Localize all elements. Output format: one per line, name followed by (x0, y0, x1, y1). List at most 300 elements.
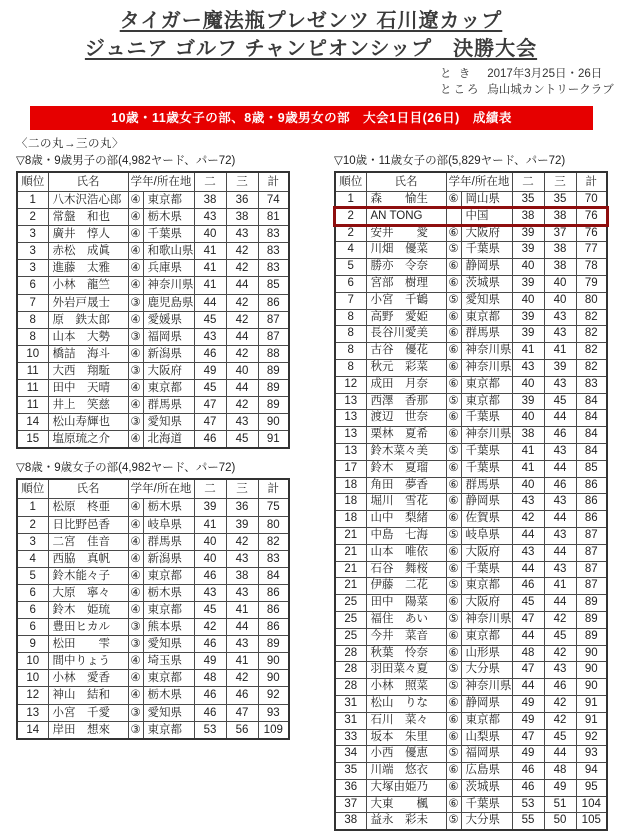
event-meta (440, 66, 614, 98)
round3-score-cell: 45 (226, 431, 258, 449)
rank-cell: 8 (17, 328, 48, 345)
rank-cell: 21 (335, 544, 366, 561)
page-title-line1: タイガー魔法瓶プレゼンツ 石川遼カップ (119, 10, 503, 32)
prefecture-cell: 茨城県 (461, 779, 512, 796)
table-row (335, 242, 607, 259)
antong-highlighted-row (335, 208, 607, 225)
name-cell: 古谷 優花 (366, 343, 446, 360)
page-title-line2: ジュニア ゴルフ チャンピオンシップ 決勝大会 (84, 38, 538, 60)
name-cell: 橋詰 海斗 (48, 345, 128, 362)
prefecture-cell: 東京都 (143, 721, 194, 739)
grade-cell: ④ (128, 345, 143, 362)
rank-cell: 9 (17, 636, 48, 653)
table-row (17, 362, 289, 379)
round2-score-cell: 47 (194, 414, 226, 431)
name-cell: 秋葉 怜奈 (366, 645, 446, 662)
round2-score-cell: 42 (512, 511, 544, 528)
rank-cell: 28 (335, 679, 366, 696)
table-row (17, 601, 289, 618)
name-cell: 外岩戸晟士 (48, 294, 128, 311)
name-cell: 松田 雫 (48, 636, 128, 653)
header-row (335, 172, 607, 192)
prefecture-cell: 鹿児島県 (143, 294, 194, 311)
prefecture-cell: 東京都 (461, 712, 512, 729)
rank-cell: 13 (17, 704, 48, 721)
round2-score-cell: 40 (194, 533, 226, 550)
round3-score-cell: 43 (544, 662, 576, 679)
grade-cell: ⑤ (446, 611, 461, 628)
prefecture-cell: 東京都 (461, 376, 512, 393)
table-row (17, 294, 289, 311)
grade-cell: ⑤ (446, 679, 461, 696)
prefecture-cell: 和歌山県 (143, 243, 194, 260)
rank-cell: 25 (335, 628, 366, 645)
table-row (335, 779, 607, 796)
rank-cell: 13 (335, 393, 366, 410)
total-score-cell: 87 (258, 311, 289, 328)
round3-score-cell: 42 (226, 397, 258, 414)
name-cell: 長谷川愛美 (366, 326, 446, 343)
prefecture-cell: 広島県 (461, 763, 512, 780)
table-row (335, 343, 607, 360)
grade-cell: ④ (128, 653, 143, 670)
rank-cell: 3 (17, 226, 48, 243)
name-cell: 鈴木能々子 (48, 567, 128, 584)
name-cell: 松山 りな (366, 695, 446, 712)
total-score-cell: 86 (576, 477, 607, 494)
rank-cell: 1 (17, 499, 48, 516)
rank-cell: 3 (17, 533, 48, 550)
rank-cell: 2 (17, 516, 48, 533)
round2-score-cell: 43 (194, 584, 226, 601)
name-cell: 廣井 惇人 (48, 226, 128, 243)
header-row (17, 479, 289, 499)
total-score-cell: 89 (258, 362, 289, 379)
col-header-total: 計 (258, 172, 289, 192)
round3-score-cell: 44 (544, 746, 576, 763)
total-score-cell: 78 (576, 259, 607, 276)
total-score-cell: 93 (576, 746, 607, 763)
round2-score-cell: 41 (194, 260, 226, 277)
round2-score-cell: 44 (512, 561, 544, 578)
grade-cell: ⑥ (446, 695, 461, 712)
table-row (335, 460, 607, 477)
rank-cell: 13 (335, 410, 366, 427)
prefecture-cell: 茨城県 (461, 275, 512, 292)
total-score-cell: 87 (576, 578, 607, 595)
round3-score-cell: 46 (544, 477, 576, 494)
rank-cell: 6 (17, 601, 48, 618)
rank-cell: 5 (17, 567, 48, 584)
grade-cell: ⑤ (446, 527, 461, 544)
round2-score-cell: 39 (512, 309, 544, 326)
total-score-cell: 105 (576, 813, 607, 830)
round3-score-cell: 44 (544, 544, 576, 561)
round3-score-cell: 45 (544, 628, 576, 645)
total-score-cell: 82 (576, 343, 607, 360)
header-row (17, 172, 289, 192)
prefecture-cell: 神奈川県 (461, 359, 512, 376)
total-score-cell: 86 (258, 294, 289, 311)
rank-cell: 2 (335, 225, 366, 242)
round3-score-cell: 45 (544, 729, 576, 746)
name-cell: 神山 結和 (48, 687, 128, 704)
rank-cell: 8 (17, 311, 48, 328)
total-score-cell: 93 (258, 704, 289, 721)
name-cell: 塩原琉之介 (48, 431, 128, 449)
round3-score-cell: 37 (544, 225, 576, 242)
prefecture-cell: 神奈川県 (143, 277, 194, 294)
table-row (335, 443, 607, 460)
rank-cell: 21 (335, 527, 366, 544)
prefecture-cell: 東京都 (143, 567, 194, 584)
table-row (335, 813, 607, 830)
prefecture-cell: 群馬県 (143, 533, 194, 550)
round2-score-cell: 41 (194, 277, 226, 294)
table-row (17, 670, 289, 687)
rank-cell: 2 (17, 209, 48, 226)
total-score-cell: 91 (576, 712, 607, 729)
total-score-cell: 87 (258, 328, 289, 345)
name-cell: 伊藤 二花 (366, 578, 446, 595)
total-score-cell: 89 (576, 611, 607, 628)
round2-score-cell: 48 (194, 670, 226, 687)
round3-score-cell: 43 (544, 561, 576, 578)
total-score-cell: 92 (576, 729, 607, 746)
round2-score-cell: 45 (194, 311, 226, 328)
table-row (335, 695, 607, 712)
round3-score-cell: 38 (544, 208, 576, 225)
col-header-rank: 順位 (17, 479, 48, 499)
grade-cell: ⑥ (446, 477, 461, 494)
round3-score-cell: 44 (544, 595, 576, 612)
table-row (335, 292, 607, 309)
course-note: 〈二の丸→三の丸〉 (16, 138, 124, 150)
prefecture-cell: 千葉県 (461, 410, 512, 427)
rank-cell: 8 (335, 359, 366, 376)
round3-score-cell: 44 (544, 410, 576, 427)
name-cell: 常盤 和也 (48, 209, 128, 226)
round2-score-cell: 38 (512, 427, 544, 444)
place-label: ところ (440, 84, 481, 96)
grade-cell: ④ (128, 226, 143, 243)
round2-score-cell: 49 (512, 712, 544, 729)
rank-cell: 18 (335, 477, 366, 494)
round2-score-cell: 44 (512, 628, 544, 645)
prefecture-cell: 愛知県 (461, 292, 512, 309)
total-score-cell: 90 (576, 645, 607, 662)
total-score-cell: 95 (576, 779, 607, 796)
grade-cell: ④ (128, 516, 143, 533)
rank-cell: 28 (335, 662, 366, 679)
prefecture-cell: 群馬県 (143, 397, 194, 414)
grade-cell: ④ (128, 277, 143, 294)
name-cell: 鈴木菜々美 (366, 443, 446, 460)
name-cell: 井上 笑慈 (48, 397, 128, 414)
grade-cell: ⑤ (446, 292, 461, 309)
grade-cell: ④ (128, 499, 143, 516)
total-score-cell: 94 (576, 763, 607, 780)
total-score-cell: 84 (576, 427, 607, 444)
round3-score-cell: 43 (226, 550, 258, 567)
prefecture-cell: 大分県 (461, 662, 512, 679)
round2-score-cell: 47 (512, 662, 544, 679)
round2-score-cell: 40 (512, 477, 544, 494)
total-score-cell: 74 (258, 192, 289, 209)
round3-score-cell: 42 (226, 345, 258, 362)
table-row (335, 275, 607, 292)
col-header-name: 氏名 (48, 479, 128, 499)
total-score-cell: 87 (576, 544, 607, 561)
round3-score-cell: 43 (544, 443, 576, 460)
rank-cell: 12 (335, 376, 366, 393)
round2-score-cell: 46 (512, 779, 544, 796)
table-row (17, 619, 289, 636)
round3-score-cell: 43 (544, 309, 576, 326)
round2-score-cell: 39 (512, 275, 544, 292)
rank-cell: 12 (17, 687, 48, 704)
total-score-cell: 77 (576, 242, 607, 259)
round2-score-cell: 46 (194, 431, 226, 449)
rank-cell: 13 (335, 443, 366, 460)
table-row (17, 550, 289, 567)
prefecture-cell: 栃木県 (143, 499, 194, 516)
rank-cell: 10 (17, 345, 48, 362)
table-row (335, 494, 607, 511)
rank-cell: 5 (335, 259, 366, 276)
rank-cell: 21 (335, 561, 366, 578)
name-cell: 益永 彩未 (366, 813, 446, 830)
grade-cell: ⑥ (446, 628, 461, 645)
round2-score-cell: 35 (512, 192, 544, 209)
name-cell: 小林 愛香 (48, 670, 128, 687)
round2-score-cell: 43 (194, 209, 226, 226)
total-score-cell: 70 (576, 192, 607, 209)
table-row (335, 410, 607, 427)
total-score-cell: 90 (576, 679, 607, 696)
round3-score-cell: 38 (226, 567, 258, 584)
name-cell: 小宮 千鶴 (366, 292, 446, 309)
prefecture-cell: 中国 (461, 208, 512, 225)
event-place-row (440, 82, 614, 98)
round2-score-cell: 39 (512, 225, 544, 242)
round2-score-cell: 55 (512, 813, 544, 830)
prefecture-cell: 東京都 (143, 192, 194, 209)
prefecture-cell: 山形県 (461, 645, 512, 662)
rank-cell: 7 (335, 292, 366, 309)
round3-score-cell: 44 (226, 277, 258, 294)
round2-score-cell: 53 (194, 721, 226, 739)
prefecture-cell: 東京都 (461, 628, 512, 645)
round3-score-cell: 42 (226, 260, 258, 277)
round2-score-cell: 47 (512, 611, 544, 628)
total-score-cell: 81 (258, 209, 289, 226)
name-cell: 秋元 彩菜 (366, 359, 446, 376)
total-score-cell: 87 (576, 561, 607, 578)
table-row (17, 328, 289, 345)
name-cell: 八木沢浩心郎 (48, 192, 128, 209)
table-row (335, 376, 607, 393)
name-cell: 安井 愛 (366, 225, 446, 242)
table-row (335, 359, 607, 376)
rank-cell: 2 (335, 208, 366, 225)
name-cell: 大原 寧々 (48, 584, 128, 601)
grade-cell: ⑥ (446, 729, 461, 746)
prefecture-cell: 大分県 (461, 813, 512, 830)
place-value: 烏山城カントリークラブ (487, 84, 614, 96)
rank-cell: 3 (17, 243, 48, 260)
round3-score-cell: 45 (544, 393, 576, 410)
round3-score-cell: 43 (544, 494, 576, 511)
table-row (335, 326, 607, 343)
round2-score-cell: 40 (194, 550, 226, 567)
prefecture-cell: 群馬県 (461, 477, 512, 494)
table-row (335, 662, 607, 679)
round3-score-cell: 43 (544, 376, 576, 393)
round2-score-cell: 46 (512, 763, 544, 780)
table-row (335, 393, 607, 410)
total-score-cell: 89 (258, 380, 289, 397)
name-cell: 中島 七海 (366, 527, 446, 544)
rank-cell: 37 (335, 796, 366, 813)
round2-score-cell: 49 (512, 695, 544, 712)
round2-score-cell: 45 (512, 595, 544, 612)
total-score-cell: 84 (576, 410, 607, 427)
grade-cell: ⑥ (446, 561, 461, 578)
total-score-cell: 92 (258, 687, 289, 704)
total-score-cell: 87 (576, 527, 607, 544)
round3-score-cell: 42 (226, 294, 258, 311)
round2-score-cell: 46 (194, 567, 226, 584)
table-row (17, 533, 289, 550)
col-header-round3: 三 (226, 172, 258, 192)
col-header-rank: 順位 (17, 172, 48, 192)
total-score-cell: 80 (258, 516, 289, 533)
round2-score-cell: 53 (512, 796, 544, 813)
round3-score-cell: 35 (544, 192, 576, 209)
prefecture-cell: 埼玉県 (143, 653, 194, 670)
total-score-cell: 88 (258, 345, 289, 362)
table-row (17, 192, 289, 209)
round2-score-cell: 47 (194, 397, 226, 414)
prefecture-cell: 東京都 (143, 670, 194, 687)
round2-score-cell: 40 (512, 410, 544, 427)
round3-score-cell: 43 (226, 226, 258, 243)
table-row (17, 260, 289, 277)
prefecture-cell: 神奈川県 (461, 611, 512, 628)
name-cell: 原 鉄太郎 (48, 311, 128, 328)
grade-cell: ⑥ (446, 326, 461, 343)
grade-cell: ⑥ (446, 544, 461, 561)
round2-score-cell: 43 (512, 494, 544, 511)
table-row (17, 499, 289, 516)
grade-cell: ③ (128, 414, 143, 431)
rank-cell: 38 (335, 813, 366, 830)
name-cell: 堀川 雪花 (366, 494, 446, 511)
table-row (17, 704, 289, 721)
name-cell: 大塚由姫乃 (366, 779, 446, 796)
total-score-cell: 86 (258, 601, 289, 618)
round3-score-cell: 42 (544, 712, 576, 729)
round2-score-cell: 41 (512, 343, 544, 360)
prefecture-cell: 千葉県 (461, 796, 512, 813)
grade-cell: ④ (128, 380, 143, 397)
date-label: と き (440, 68, 473, 80)
rank-cell: 36 (335, 779, 366, 796)
name-cell: 渡辺 世奈 (366, 410, 446, 427)
rank-cell: 1 (335, 192, 366, 209)
rank-cell: 17 (335, 460, 366, 477)
rank-cell: 6 (335, 275, 366, 292)
right-column (334, 137, 606, 831)
name-cell: 森 愉生 (366, 192, 446, 209)
name-cell: 間中りょう (48, 653, 128, 670)
round3-score-cell: 44 (226, 328, 258, 345)
round2-score-cell: 45 (194, 601, 226, 618)
table-row (17, 226, 289, 243)
table-row (335, 561, 607, 578)
name-cell: 今井 菜音 (366, 628, 446, 645)
rank-cell: 21 (335, 578, 366, 595)
col-header-grade-location: 学年/所在地 (446, 172, 512, 192)
total-score-cell: 104 (576, 796, 607, 813)
round3-score-cell: 44 (544, 511, 576, 528)
rank-cell: 10 (17, 670, 48, 687)
col-header-total: 計 (258, 479, 289, 499)
prefecture-cell: 愛知県 (143, 704, 194, 721)
total-score-cell: 82 (576, 309, 607, 326)
round2-score-cell: 39 (194, 499, 226, 516)
rank-cell: 31 (335, 695, 366, 712)
round3-score-cell: 48 (544, 763, 576, 780)
prefecture-cell: 栃木県 (143, 209, 194, 226)
name-cell: 川畑 優菜 (366, 242, 446, 259)
round2-score-cell: 44 (512, 679, 544, 696)
table-row (335, 645, 607, 662)
grade-cell: ⑥ (446, 460, 461, 477)
round2-score-cell: 43 (512, 544, 544, 561)
grade-cell: ③ (128, 294, 143, 311)
rank-cell: 8 (335, 326, 366, 343)
total-score-cell: 83 (258, 260, 289, 277)
round2-score-cell: 39 (512, 393, 544, 410)
name-cell: 高野 愛姫 (366, 309, 446, 326)
round3-score-cell: 42 (544, 645, 576, 662)
round3-score-cell: 42 (544, 611, 576, 628)
grade-cell: ⑥ (446, 595, 461, 612)
table-row (17, 277, 289, 294)
col-header-round2: 二 (194, 479, 226, 499)
name-cell: 西澤 香那 (366, 393, 446, 410)
prefecture-cell: 岐阜県 (461, 527, 512, 544)
round3-score-cell: 43 (226, 636, 258, 653)
round3-score-cell: 36 (226, 499, 258, 516)
name-cell: 宮部 樹理 (366, 275, 446, 292)
name-cell: 鈴木 夏瑠 (366, 460, 446, 477)
name-cell: 二宮 佳音 (48, 533, 128, 550)
prefecture-cell: 東京都 (143, 601, 194, 618)
col-header-name: 氏名 (48, 172, 128, 192)
total-score-cell: 79 (576, 275, 607, 292)
round3-score-cell: 44 (226, 380, 258, 397)
name-cell: 石谷 舞桜 (366, 561, 446, 578)
rank-cell: 14 (17, 414, 48, 431)
prefecture-cell: 愛媛県 (143, 311, 194, 328)
girls-8-9-subtitle: ▽8歳・9歳女子の部(4,982ヤード、パー72) (16, 462, 236, 475)
total-score-cell: 76 (576, 208, 607, 225)
total-score-cell: 85 (258, 277, 289, 294)
name-cell: 小宮 千愛 (48, 704, 128, 721)
